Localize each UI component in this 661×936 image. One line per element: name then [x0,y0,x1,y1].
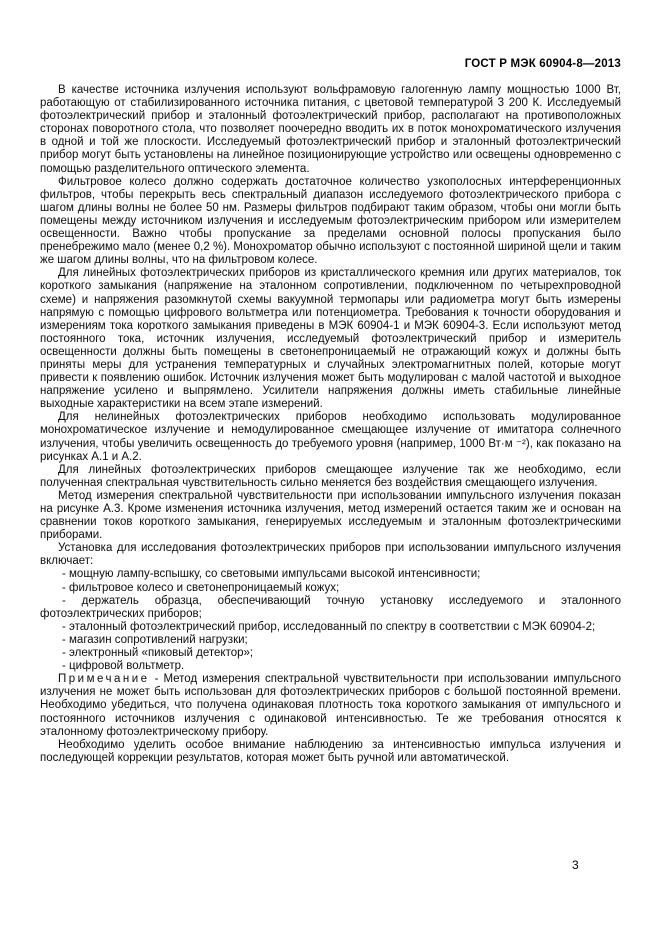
paragraph-nonlinear-devices-bias: Для нелинейных фотоэлектрических приборов необходимо использовать модулированное монохроматическое излучение и немодулированное смещающее излучение от имитатора солнечного излучения, чтобы увеличить освещенность до требуемого уровня (например, 1000 Вт·м ⁻²), как показано на рисунках А.1 и А.2. [40,411,621,463]
paragraph-linear-devices-bias: Для линейных фотоэлектрических приборов смещающее излучение так же необходимо, если полученная спектральная чувствительность сильно меняется без воздействия смещающего излучения. [40,463,621,489]
paragraph-filter-wheel: Фильтровое колесо должно содержать достаточное количество узкополосных интерференционных фильтров, чтобы перекрыть весь спектральный диапазон исследуемого фотоэлектрического прибора с шагом длины волны не более 50 нм. Размеры фильтров подбирают таким образом, чтобы они могли быть помещены между источником излучения и исследуемым фотоэлектрическим прибором или измерителем освещенности. Важно чтобы пропускание за пределами основной полосы пропускания было пренебрежимо мало (менее 0,2 %). Монохроматор обычно используют с постоянной шириной щели и таким же шагом длины волны, что на фильтровом колесе. [40,175,621,267]
list-item-filter-wheel-housing: - фильтровое колесо и светонепроницаемый кожух; [62,581,340,594]
paragraph-closing: Необходимо уделить особое внимание наблюдению за интенсивностью импульса излучения и последующей коррекции результатов, которая может быть ручной или автоматической. [40,738,621,764]
list-item-reference-device: - эталонный фотоэлектрический прибор, исследованный по спектру в соответствии с МЭК 60904-2; [62,620,596,633]
page-number: 3 [572,858,579,872]
list-item-digital-voltmeter: - цифровой вольтметр. [62,660,185,673]
note-paragraph [40,673,621,738]
list-item-sample-holder: - держатель образца, обеспечивающий точную установку исследуемого и эталонного фотоэлектрических приборов; [40,594,621,620]
note-text: - Метод измерения спектральной чувствительности при использовании импульсного излучения не может быть использован для фотоэлектрических приборов с большой постоянной времени. Необходимо убедиться, что получена одинаковая плотность тока короткого замыкания от импульсного и постоянного источников излучения с одинаковой интенсивностью. Те же требования относятся к эталонному фотоэлектрическому прибору. [40,673,621,738]
paragraph-radiation-source: В качестве источника излучения используют вольфрамовую галогенную лампу мощностью 1000 Вт, работающую от стабилизированного источника питания, с цветовой температурой 3 200 К. Исследуемый фотоэлектрический прибор и эталонный фотоэлектрический прибор, располагают на противоположных сторонах поворотного стола, что позволяет поочередно вводить их в поток монохроматического излучения в одной и той же плоскости. Исследуемый фотоэлектрический прибор и эталонный фотоэлектрический прибор могут быть установлены на линейное позиционирующие устройство или освещены одновременно с помощью разделительного оптического элемента. [40,84,621,175]
list-item-resistance-box: - магазин сопротивлений нагрузки; [62,633,248,646]
running-header-standard-code: ГОСТ Р МЭК 60904-8—2013 [464,58,621,70]
list-item-peak-detector: - электронный «пиковый детектор»; [62,647,254,660]
note-label: Примечание [58,673,150,686]
list-item-flash-lamp: - мощную лампу-вспышку, со световыми импульсами высокой интенсивности; [62,568,481,581]
document-body [40,84,621,765]
paragraph-pulse-method: Метод измерения спектральной чувствительности при использовании импульсного излучения показан на рисунке А.3. Кроме изменения источника излучения, метод измерений остается таким же и основан на сравнении токов короткого замыкания, генерируемых исследуемым и эталонным фотоэлектрическими приборами. [40,489,621,542]
paragraph-linear-devices-measurement: Для линейных фотоэлектрических приборов из кристаллического кремния или других материалов, ток короткого замыкания (напряжение на эталонном сопротивлении, подключенном по четырехпроводной схеме) и напряжения разомкнутой схемы вакуумной термопары или радиометра могут быть измерены напрямую с помощью цифрового вольтметра или потенциометра. Требования к точности оборудования и измерениям тока короткого замыкания приведены в МЭК 60904-1 и МЭК 60904-3. Если используют метод постоянного тока, источник излучения, исследуемый фотоэлектрический прибор и измеритель освещенности должны быть помещены в светонепроницаемый не отражающий кожух и должны быть приняты меры для устранения температурных и случайных электромагнитных полей, которые могут привести к появлению ошибок. Источник излучения может быть модулирован с малой частотой и выходное напряжение усилено и выпрямлено. Усилители напряжения должны иметь стабильные линейные выходные характеристики на всем этапе измерений. [40,267,621,411]
paragraph-setup-intro: Установка для исследования фотоэлектрических приборов при использовании импульсного излучения включает: [40,542,621,568]
